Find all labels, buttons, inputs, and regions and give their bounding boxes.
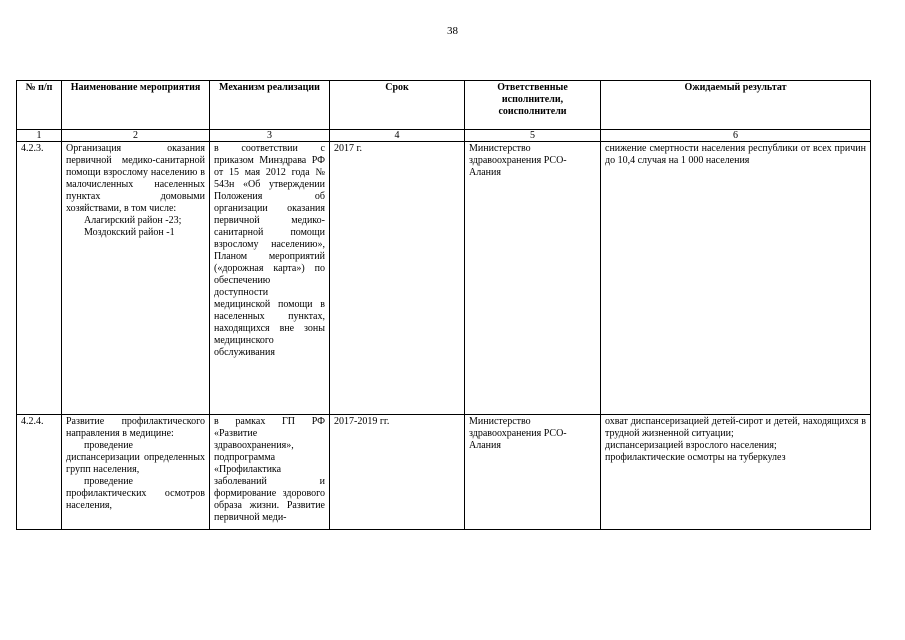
column-number: 1 bbox=[17, 130, 62, 142]
row-number: 4.2.3. bbox=[17, 142, 62, 415]
responsible-cell: Министерство здравоохранения РСО-Алания bbox=[465, 142, 601, 415]
table-row bbox=[17, 415, 871, 530]
result-line: профилактические осмотры на туберкулез bbox=[605, 452, 786, 463]
header-responsible: Ответственные исполнители, соисполнители bbox=[465, 81, 601, 130]
column-number: 2 bbox=[62, 130, 210, 142]
event-subitem: проведение диспансеризации определенных групп населения, bbox=[66, 440, 205, 475]
column-number: 6 bbox=[601, 130, 871, 142]
header-number: № п/п bbox=[17, 81, 62, 130]
event-text: Организация оказания первичной медико-санитарной помощи взрослому населению в малочисленных населенных пунктах домовыми хозяйствами, в том числе: bbox=[66, 143, 205, 214]
header-mechanism: Механизм реализации bbox=[210, 81, 330, 130]
responsible-cell: Министерство здравоохранения РСО-Алания bbox=[465, 415, 601, 530]
mechanism-cell bbox=[210, 415, 330, 530]
row-number: 4.2.4. bbox=[17, 415, 62, 530]
result-line: охват диспансеризацией детей-сирот и детей, находящихся в трудной жизненной ситуации; bbox=[605, 416, 866, 439]
mechanism-cell: в соответствии с приказом Минздрава РФ от 15 мая 2012 года № 543н «Об утверждении Положения об организации оказания первичной медико-санитарной помощи взрослому населению», Планом мероприятий («дорожная карта») по обеспечению доступности медицинской помощи в населенных пунктах, находящихся вне зоны медицинского обслуживания bbox=[210, 142, 330, 415]
mechanism-text: в рамках ГП РФ «Развитие здравоохранения», подпрограмма «Профилактика заболеваний и формирование здорового образа жизни. Развитие первичной меди- bbox=[214, 416, 325, 523]
header-event: Наименование мероприятия bbox=[62, 81, 210, 130]
table-row bbox=[17, 142, 871, 415]
event-cell bbox=[62, 415, 210, 530]
column-number: 5 bbox=[465, 130, 601, 142]
result-line: диспансеризацией взрослого населения; bbox=[605, 440, 777, 451]
term-cell: 2017 г. bbox=[330, 142, 465, 415]
result-cell bbox=[601, 415, 871, 530]
header-result: Ожидаемый результат bbox=[601, 81, 871, 130]
page-number: 38 bbox=[447, 25, 458, 37]
result-cell: снижение смертности населения республики от всех причин до 10,4 случая на 1 000 населения bbox=[601, 142, 871, 415]
header-row bbox=[17, 81, 871, 130]
header-term: Срок bbox=[330, 81, 465, 130]
column-number: 3 bbox=[210, 130, 330, 142]
event-subitem: Моздокский район -1 bbox=[84, 227, 175, 238]
event-cell bbox=[62, 142, 210, 415]
column-number-row bbox=[17, 130, 871, 142]
column-number: 4 bbox=[330, 130, 465, 142]
event-text: Развитие профилактического направления в медицине: bbox=[66, 416, 205, 439]
event-subitem: проведение профилактических осмотров населения, bbox=[66, 476, 205, 511]
action-plan-table bbox=[16, 80, 871, 530]
term-cell: 2017-2019 гг. bbox=[330, 415, 465, 530]
event-subitem: Алагирский район -23; bbox=[84, 215, 182, 226]
